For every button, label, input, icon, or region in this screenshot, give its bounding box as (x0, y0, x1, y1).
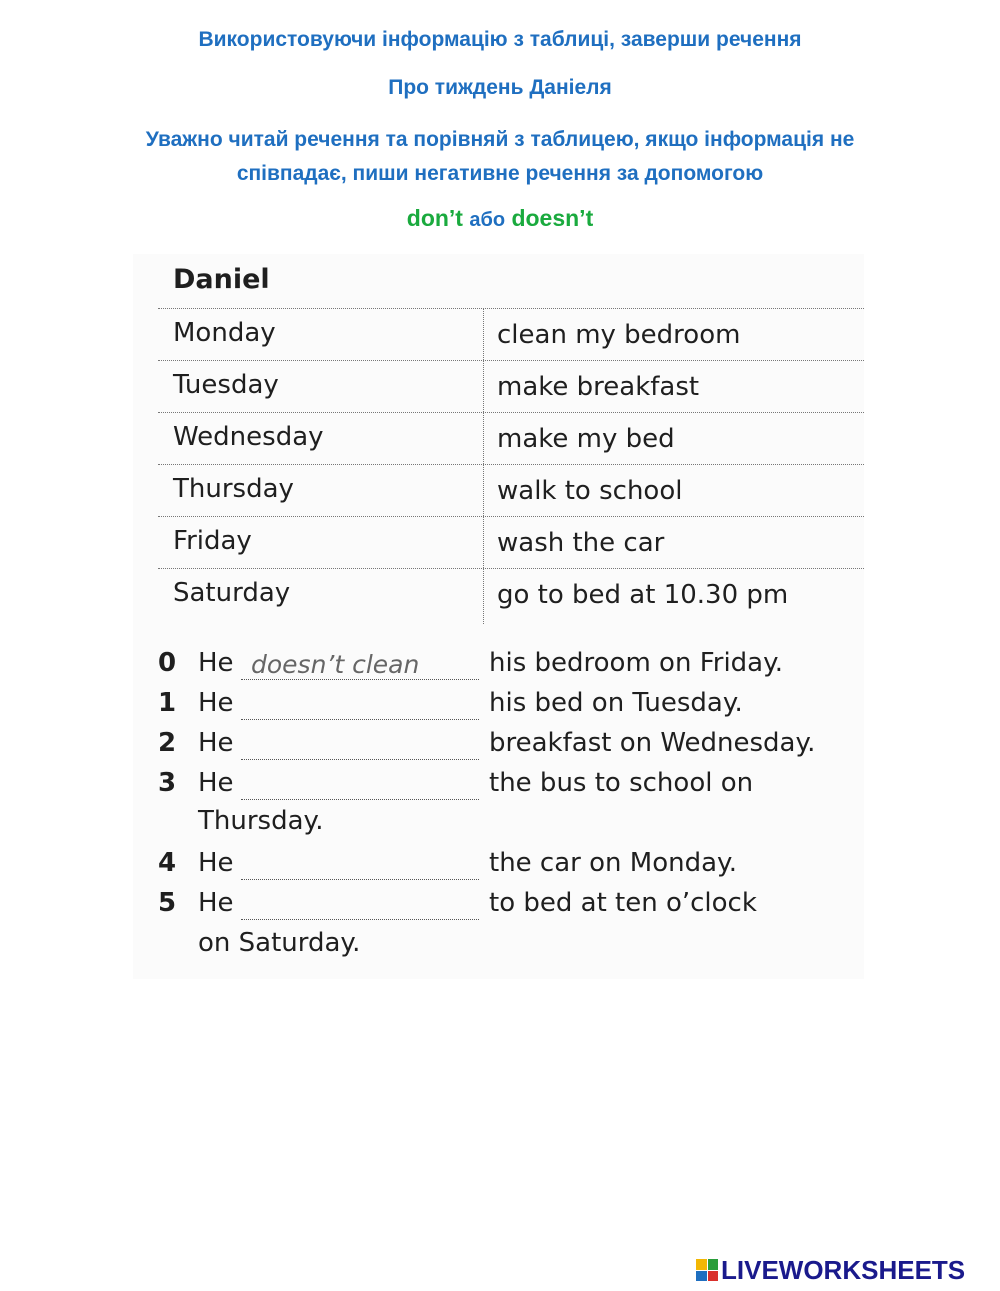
column-divider (483, 309, 484, 624)
table-row (158, 412, 864, 465)
answer-input-0[interactable] (241, 650, 479, 680)
activity-cell: wash the car (497, 528, 665, 558)
exercise-continuation: Thursday. (198, 806, 324, 836)
or-word: або (469, 209, 506, 231)
liveworksheets-badge-icon (696, 1259, 718, 1281)
answer-input-4[interactable] (241, 850, 479, 880)
exercise-continuation: on Saturday. (198, 928, 361, 958)
exercise-subject: He (198, 768, 234, 798)
answer-input-3[interactable] (241, 770, 479, 800)
day-cell: Wednesday (173, 422, 324, 452)
exercise-item (158, 886, 864, 922)
exercise-subject: He (198, 648, 234, 678)
table-row (158, 516, 864, 569)
answer-input-2[interactable] (241, 730, 479, 760)
exercise-rest: breakfast on Wednesday. (489, 728, 816, 758)
exercise-number: 4 (158, 848, 177, 878)
exercise-rest: to bed at ten o’clock (489, 888, 757, 918)
activity-cell: make my bed (497, 424, 675, 454)
day-cell: Friday (173, 526, 252, 556)
exercise-number: 3 (158, 768, 177, 798)
exercise-number: 0 (158, 648, 177, 678)
dont-form: don’t (406, 205, 463, 231)
instruction-text (0, 123, 1000, 191)
worksheet-scan (133, 254, 864, 979)
table-row (158, 308, 864, 361)
negative-forms (0, 205, 1000, 232)
activity-cell: walk to school (497, 476, 683, 506)
exercise-number: 2 (158, 728, 177, 758)
exercise-rest: his bed on Tuesday. (489, 688, 743, 718)
exercise-subject: He (198, 848, 234, 878)
table-row (158, 464, 864, 517)
instruction-text-line-2: співпадає, пиши негативне речення за допомогою (236, 162, 764, 185)
exercise-item (158, 686, 864, 722)
instruction-subtitle: Про тиждень Даніеля (388, 76, 612, 99)
activity-cell: clean my bedroom (497, 320, 741, 350)
exercise-subject: He (198, 728, 234, 758)
liveworksheets-logo (696, 1254, 966, 1285)
activity-cell: go to bed at 10.30 pm (497, 580, 789, 610)
day-cell: Saturday (173, 578, 291, 608)
exercise-rest: his bedroom on Friday. (489, 648, 784, 678)
answer-input-5[interactable] (241, 890, 479, 920)
exercise-number: 1 (158, 688, 177, 718)
exercise-item (158, 646, 864, 682)
exercise-subject: He (198, 688, 234, 718)
day-cell: Thursday (173, 474, 294, 504)
exercise-rest: the bus to school on (489, 768, 754, 798)
table-title: Daniel (173, 264, 270, 295)
exercise-subject: He (198, 888, 234, 918)
exercise-item (158, 726, 864, 762)
instruction-text-line-1: Уважно читай речення та порівняй з таблицею, якщо інформація не (145, 128, 855, 151)
activity-cell: make breakfast (497, 372, 700, 402)
day-cell: Tuesday (173, 370, 279, 400)
answer-input-1[interactable] (241, 690, 479, 720)
table-row (158, 568, 864, 621)
exercise-item (158, 846, 864, 882)
exercise-rest: the car on Monday. (489, 848, 737, 878)
doesnt-form: doesn’t (511, 205, 594, 231)
logo-text: LIVEWORKSHEETS (721, 1254, 966, 1285)
day-cell: Monday (173, 318, 276, 348)
exercise-item (158, 766, 864, 802)
exercise-number: 5 (158, 888, 177, 918)
instruction-title: Використовуючи інформацію з таблиці, заверши речення (198, 28, 802, 51)
table-row (158, 360, 864, 413)
